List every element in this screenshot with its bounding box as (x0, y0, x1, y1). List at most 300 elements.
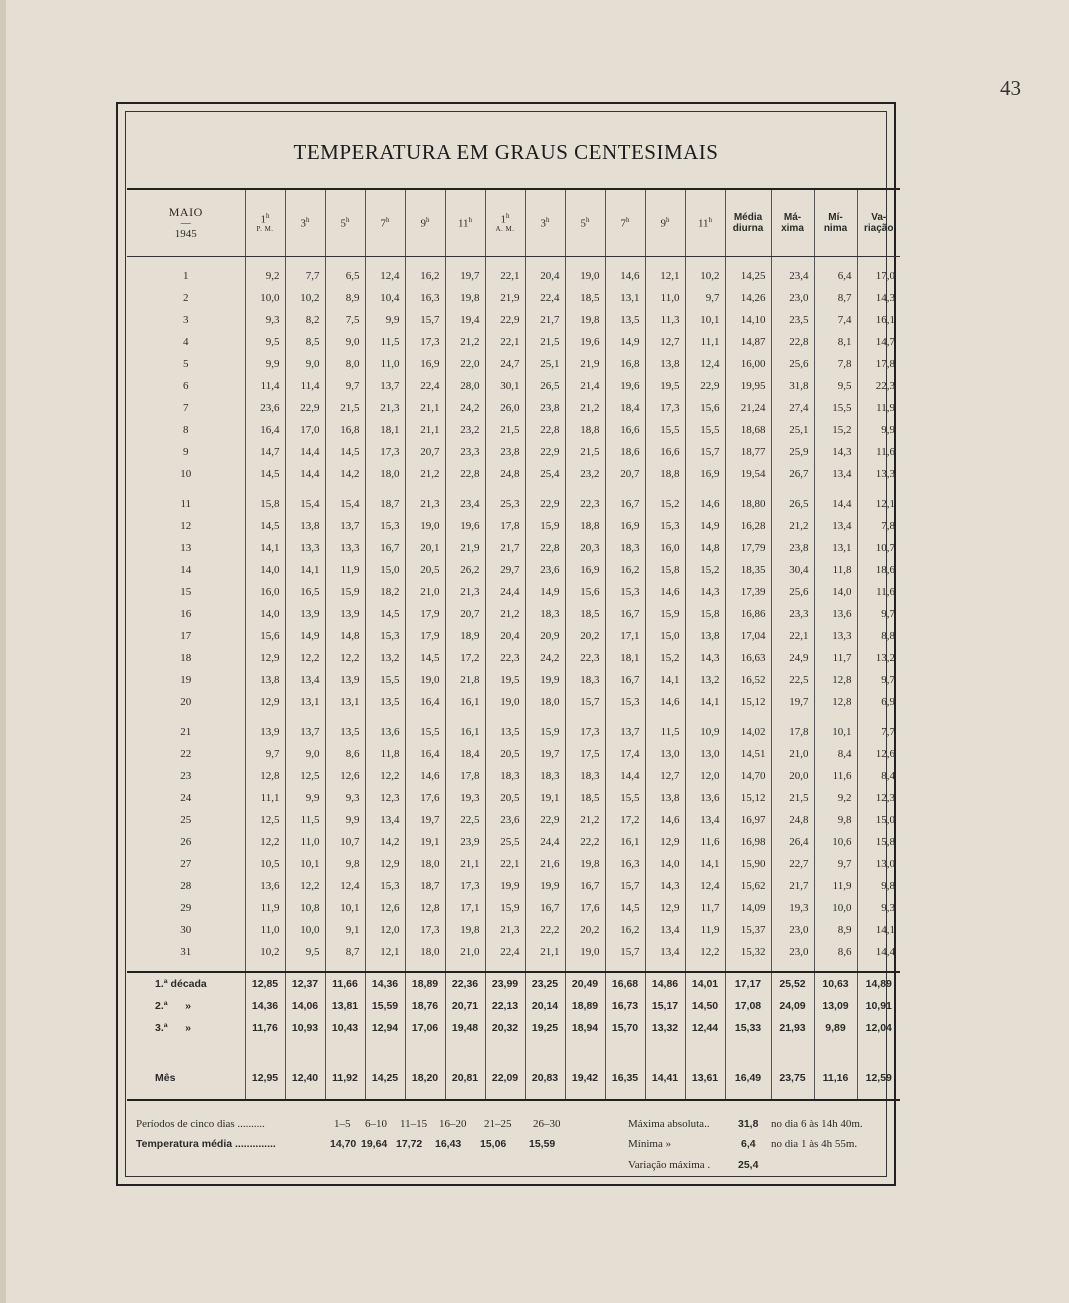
value-cell: 22,3 (857, 375, 900, 397)
value-cell: 8,4 (814, 743, 857, 765)
day-cell: 17 (180, 630, 192, 642)
value-cell: 14,7 (857, 331, 900, 353)
spacer-cell (857, 963, 900, 972)
spacer-cell (127, 257, 245, 266)
variacao-header-line: riação (864, 223, 894, 234)
spacer-cell (405, 713, 445, 721)
value-cell: 14,0 (645, 853, 685, 875)
value-cell: 12,9 (245, 647, 285, 669)
value-cell: 19,1 (405, 831, 445, 853)
day-cell: 9 (183, 446, 189, 458)
value-cell: 12,1 (645, 265, 685, 287)
value-cell: 12,2 (285, 875, 325, 897)
value-cell: 30,4 (771, 559, 814, 581)
value-cell: 19,7 (405, 809, 445, 831)
value-cell: 14,3 (857, 287, 900, 309)
value-cell: 9,2 (814, 787, 857, 809)
value-cell: 8,7 (325, 941, 365, 963)
value-cell: 10,2 (285, 287, 325, 309)
value-cell: 21,7 (771, 875, 814, 897)
spacer-cell (725, 963, 771, 972)
value-cell: 8,0 (325, 353, 365, 375)
value-cell: 13,5 (485, 721, 525, 743)
value-cell: 17,1 (445, 897, 485, 919)
day-cell: 4 (183, 336, 189, 348)
value-cell: 15,9 (325, 581, 365, 603)
value-cell: 15,3 (605, 581, 645, 603)
spacer-cell (485, 713, 525, 721)
summary-value: 25,52 (771, 972, 814, 995)
value-cell: 20,9 (525, 625, 565, 647)
spacer-cell (405, 1039, 445, 1067)
day-cell: 22 (180, 748, 192, 760)
value-cell: 14,4 (285, 463, 325, 485)
value-cell: 19,5 (485, 669, 525, 691)
value-cell: 14,4 (605, 765, 645, 787)
table-row (127, 787, 900, 809)
value-cell: 17,3 (405, 919, 445, 941)
value-cell: 14,4 (857, 941, 900, 963)
value-cell: 11,9 (325, 559, 365, 581)
value-cell: 12,9 (365, 853, 405, 875)
value-cell: 19,8 (565, 309, 605, 331)
value-cell: 13,5 (325, 721, 365, 743)
value-cell: 22,5 (445, 809, 485, 831)
value-cell: 9,7 (857, 603, 900, 625)
value-cell: 14,3 (645, 875, 685, 897)
value-cell: 19,54 (725, 463, 771, 485)
hour-header-6 (485, 190, 525, 257)
spacer-cell (725, 713, 771, 721)
spacer-cell (245, 1039, 285, 1067)
value-cell: 20,7 (405, 441, 445, 463)
value-cell: 6,4 (814, 265, 857, 287)
value-cell: 25,4 (525, 463, 565, 485)
month-label: MAIO (168, 204, 203, 219)
value-cell: 15,8 (685, 603, 725, 625)
value-cell: 14,3 (685, 581, 725, 603)
value-cell: 17,3 (365, 441, 405, 463)
value-cell: 15,6 (565, 581, 605, 603)
value-cell: 15,5 (605, 787, 645, 809)
value-cell: 25,9 (771, 441, 814, 463)
value-cell: 22,3 (565, 493, 605, 515)
spacer-cell (445, 963, 485, 972)
spacer-cell (645, 1039, 685, 1067)
spacer-cell (771, 1039, 814, 1067)
spacer-cell (645, 485, 685, 493)
value-cell: 12,4 (365, 265, 405, 287)
temp-media-label: Temperatura média .............. (136, 1138, 276, 1150)
summary-row (127, 972, 900, 995)
value-cell: 9,0 (285, 743, 325, 765)
summary-value: 22,09 (485, 1067, 525, 1089)
value-cell: 16,3 (405, 287, 445, 309)
value-cell: 15,7 (605, 875, 645, 897)
value-cell: 13,3 (325, 537, 365, 559)
value-cell: 22,9 (285, 397, 325, 419)
value-cell: 24,2 (445, 397, 485, 419)
value-cell: 16,52 (725, 669, 771, 691)
spacer-cell (725, 1089, 771, 1100)
value-cell: 13,7 (325, 515, 365, 537)
value-cell: 9,7 (814, 853, 857, 875)
spacer-cell (365, 713, 405, 721)
value-cell: 19,5 (645, 375, 685, 397)
value-cell: 17,5 (565, 743, 605, 765)
value-cell: 21,3 (485, 919, 525, 941)
value-cell: 7,4 (814, 309, 857, 331)
summary-value: 19,42 (565, 1067, 605, 1089)
value-cell: 15,3 (365, 625, 405, 647)
value-cell: 14,4 (285, 441, 325, 463)
value-cell: 23,3 (771, 603, 814, 625)
summary-value: 18,94 (565, 1017, 605, 1039)
value-cell: 14,5 (605, 897, 645, 919)
hour-header-1 (285, 190, 325, 257)
value-cell: 8,9 (814, 919, 857, 941)
value-cell: 16,3 (605, 853, 645, 875)
value-cell: 14,87 (725, 331, 771, 353)
summary-value: 19,25 (525, 1017, 565, 1039)
hour-label: 11 (697, 217, 709, 230)
value-cell: 21,6 (525, 853, 565, 875)
value-cell: 9,7 (685, 287, 725, 309)
value-cell: 15,37 (725, 919, 771, 941)
value-cell: 11,0 (645, 287, 685, 309)
value-cell: 11,5 (365, 331, 405, 353)
summary-value: 20,32 (485, 1017, 525, 1039)
value-cell: 14,1 (857, 919, 900, 941)
spacer-cell (645, 257, 685, 266)
value-cell: 9,7 (245, 743, 285, 765)
value-cell: 19,0 (485, 691, 525, 713)
value-cell: 15,7 (605, 941, 645, 963)
value-cell: 23,2 (565, 463, 605, 485)
summary-value: 16,49 (725, 1067, 771, 1089)
value-cell: 8,8 (857, 625, 900, 647)
value-cell: 11,6 (857, 441, 900, 463)
value-cell: 12,4 (685, 353, 725, 375)
day-cell: 27 (180, 858, 192, 870)
summary-value: 20,14 (525, 995, 565, 1017)
value-cell: 14,6 (645, 809, 685, 831)
spacer-cell (685, 257, 725, 266)
spacer-cell (814, 1039, 857, 1067)
spacer-cell (525, 257, 565, 266)
value-cell: 10,0 (245, 287, 285, 309)
value-cell: 23,2 (445, 419, 485, 441)
max-abs-value: 31,8 (738, 1118, 759, 1130)
value-cell: 20,3 (565, 537, 605, 559)
value-cell: 12,6 (857, 743, 900, 765)
value-cell: 16,7 (605, 669, 645, 691)
value-cell: 13,6 (365, 721, 405, 743)
value-cell: 16,9 (565, 559, 605, 581)
value-cell: 17,1 (605, 625, 645, 647)
value-cell: 17,8 (445, 765, 485, 787)
value-cell: 12,0 (365, 919, 405, 941)
value-cell: 12,6 (325, 765, 365, 787)
value-cell: 13,4 (645, 919, 685, 941)
value-cell: 22,9 (525, 809, 565, 831)
summary-value: 13,61 (685, 1067, 725, 1089)
value-cell: 23,6 (485, 809, 525, 831)
value-cell: 23,4 (445, 493, 485, 515)
spacer-cell (365, 1089, 405, 1100)
value-cell: 13,0 (857, 853, 900, 875)
spacer-cell (485, 485, 525, 493)
value-cell: 13,3 (814, 625, 857, 647)
value-cell: 20,4 (525, 265, 565, 287)
value-cell: 20,2 (565, 625, 605, 647)
value-cell: 15,8 (645, 559, 685, 581)
value-cell: 18,0 (405, 941, 445, 963)
table-row (127, 897, 900, 919)
value-cell: 13,9 (285, 603, 325, 625)
value-cell: 22,2 (525, 919, 565, 941)
hour-suffix: h (386, 215, 390, 224)
value-cell: 15,9 (645, 603, 685, 625)
period-temp-media: 19,64 (361, 1138, 388, 1150)
day-cell: 19 (180, 674, 192, 686)
value-cell: 20,2 (565, 919, 605, 941)
value-cell: 14,6 (405, 765, 445, 787)
value-cell: 21,2 (771, 515, 814, 537)
value-cell: 12,3 (365, 787, 405, 809)
value-cell: 13,4 (814, 463, 857, 485)
summary-row (127, 1067, 900, 1089)
value-cell: 15,0 (857, 809, 900, 831)
value-cell: 13,1 (285, 691, 325, 713)
spacer-cell (645, 713, 685, 721)
table-frame (116, 102, 896, 1186)
spacer-cell (857, 485, 900, 493)
table-row (127, 875, 900, 897)
value-cell: 21,9 (445, 537, 485, 559)
value-cell: 13,8 (645, 787, 685, 809)
value-cell: 16,4 (245, 419, 285, 441)
value-cell: 12,9 (645, 897, 685, 919)
summary-label: 3.ª » (155, 1022, 191, 1034)
summary-label: 2.ª » (155, 1000, 191, 1012)
value-cell: 9,2 (245, 265, 285, 287)
value-cell: 22,1 (771, 625, 814, 647)
value-cell: 16,97 (725, 809, 771, 831)
value-cell: 11,6 (814, 765, 857, 787)
value-cell: 21,5 (525, 331, 565, 353)
value-cell: 18,3 (525, 765, 565, 787)
summary-value: 15,33 (725, 1017, 771, 1039)
spacer-cell (445, 257, 485, 266)
value-cell: 21,24 (725, 397, 771, 419)
spacer-cell (565, 963, 605, 972)
value-cell: 19,0 (405, 669, 445, 691)
value-cell: 18,3 (525, 603, 565, 625)
value-cell: 14,9 (285, 625, 325, 647)
value-cell: 18,0 (525, 691, 565, 713)
table-row (127, 515, 900, 537)
day-cell: 14 (180, 564, 192, 576)
value-cell: 21,1 (525, 941, 565, 963)
spacer-cell (685, 1089, 725, 1100)
value-cell: 13,9 (245, 721, 285, 743)
summary-value: 15,59 (365, 995, 405, 1017)
value-cell: 26,2 (445, 559, 485, 581)
value-cell: 19,3 (445, 787, 485, 809)
spacer-cell (771, 485, 814, 493)
value-cell: 11,7 (685, 897, 725, 919)
value-cell: 14,0 (814, 581, 857, 603)
value-cell: 30,1 (485, 375, 525, 397)
value-cell: 9,0 (285, 353, 325, 375)
value-cell: 18,6 (857, 559, 900, 581)
value-cell: 7,7 (857, 721, 900, 743)
value-cell: 16,2 (605, 559, 645, 581)
value-cell: 16,7 (525, 897, 565, 919)
value-cell: 15,7 (565, 691, 605, 713)
value-cell: 13,5 (605, 309, 645, 331)
value-cell: 17,3 (645, 397, 685, 419)
table-row (127, 919, 900, 941)
value-cell: 18,5 (565, 787, 605, 809)
value-cell: 16,9 (405, 353, 445, 375)
summary-label: 1.ª década (127, 972, 245, 995)
day-cell: 18 (180, 652, 192, 664)
value-cell: 12,7 (645, 331, 685, 353)
value-cell: 21,5 (771, 787, 814, 809)
value-cell: 10,1 (814, 721, 857, 743)
value-cell: 21,3 (405, 493, 445, 515)
value-cell: 15,6 (245, 625, 285, 647)
value-cell: 23,8 (485, 441, 525, 463)
value-cell: 19,0 (565, 941, 605, 963)
summary-value: 14,41 (645, 1067, 685, 1089)
value-cell: 20,4 (485, 625, 525, 647)
value-cell: 15,5 (685, 419, 725, 441)
day-cell: 29 (180, 902, 192, 914)
value-cell: 22,9 (485, 309, 525, 331)
value-cell: 11,8 (814, 559, 857, 581)
table-row (127, 331, 900, 353)
value-cell: 14,0 (245, 559, 285, 581)
value-cell: 16,98 (725, 831, 771, 853)
value-cell: 22,5 (771, 669, 814, 691)
value-cell: 10,4 (365, 287, 405, 309)
summary-value: 12,44 (685, 1017, 725, 1039)
value-cell: 12,4 (325, 875, 365, 897)
value-cell: 16,4 (405, 743, 445, 765)
spacer-cell (285, 257, 325, 266)
maxima-header (771, 190, 814, 257)
hour-label: 9 (420, 217, 426, 230)
spacer-cell (645, 1089, 685, 1100)
hour-label: 11 (457, 217, 469, 230)
value-cell: 13,7 (605, 721, 645, 743)
value-cell: 17,6 (565, 897, 605, 919)
value-cell: 21,7 (485, 537, 525, 559)
month-dash: — (180, 218, 191, 230)
value-cell: 12,1 (857, 493, 900, 515)
spacer-cell (814, 963, 857, 972)
value-cell: 16,63 (725, 647, 771, 669)
day-cell: 7 (183, 402, 189, 414)
value-cell: 20,1 (405, 537, 445, 559)
value-cell: 16,00 (725, 353, 771, 375)
value-cell: 14,6 (685, 493, 725, 515)
value-cell: 26,7 (771, 463, 814, 485)
value-cell: 12,3 (857, 787, 900, 809)
table-row (127, 625, 900, 647)
spacer-cell (365, 963, 405, 972)
table-row (127, 375, 900, 397)
value-cell: 8,2 (285, 309, 325, 331)
spacer-cell (365, 1039, 405, 1067)
value-cell: 15,8 (245, 493, 285, 515)
value-cell: 11,0 (245, 919, 285, 941)
summary-row (127, 995, 900, 1017)
value-cell: 11,4 (245, 375, 285, 397)
table-row (127, 309, 900, 331)
value-cell: 16,9 (605, 515, 645, 537)
value-cell: 13,3 (285, 537, 325, 559)
value-cell: 19,7 (525, 743, 565, 765)
spacer-cell (771, 713, 814, 721)
value-cell: 12,9 (645, 831, 685, 853)
hour-header-5 (445, 190, 485, 257)
value-cell: 23,0 (771, 941, 814, 963)
spacer-cell (525, 1089, 565, 1100)
table-row (127, 537, 900, 559)
value-cell: 13,4 (365, 809, 405, 831)
value-cell: 19,9 (525, 875, 565, 897)
value-cell: 14,26 (725, 287, 771, 309)
summary-value: 10,93 (285, 1017, 325, 1039)
spacer-cell (365, 485, 405, 493)
day-cell: 21 (180, 726, 192, 738)
value-cell: 13,1 (325, 691, 365, 713)
value-cell: 21,5 (325, 397, 365, 419)
value-cell: 22,4 (525, 287, 565, 309)
spacer-cell (525, 963, 565, 972)
value-cell: 9,8 (814, 809, 857, 831)
value-cell: 23,4 (771, 265, 814, 287)
value-cell: 15,9 (525, 721, 565, 743)
variacao-header-line: Va- (871, 212, 887, 223)
value-cell: 29,7 (485, 559, 525, 581)
value-cell: 23,6 (245, 397, 285, 419)
table-row (127, 743, 900, 765)
value-cell: 14,6 (645, 581, 685, 603)
value-cell: 14,4 (814, 493, 857, 515)
var-value: 25,4 (738, 1159, 759, 1171)
value-cell: 15,4 (325, 493, 365, 515)
table-row (127, 265, 900, 287)
spacer-cell (771, 963, 814, 972)
value-cell: 13,2 (685, 669, 725, 691)
value-cell: 22,2 (565, 831, 605, 853)
value-cell: 17,9 (405, 603, 445, 625)
value-cell: 10,2 (245, 941, 285, 963)
value-cell: 21,1 (445, 853, 485, 875)
value-cell: 14,70 (725, 765, 771, 787)
temperature-table (127, 188, 900, 1101)
spacer-cell (485, 1089, 525, 1100)
period-range: 16–20 (439, 1118, 467, 1130)
value-cell: 16,28 (725, 515, 771, 537)
value-cell: 9,9 (857, 419, 900, 441)
value-cell: 11,1 (245, 787, 285, 809)
